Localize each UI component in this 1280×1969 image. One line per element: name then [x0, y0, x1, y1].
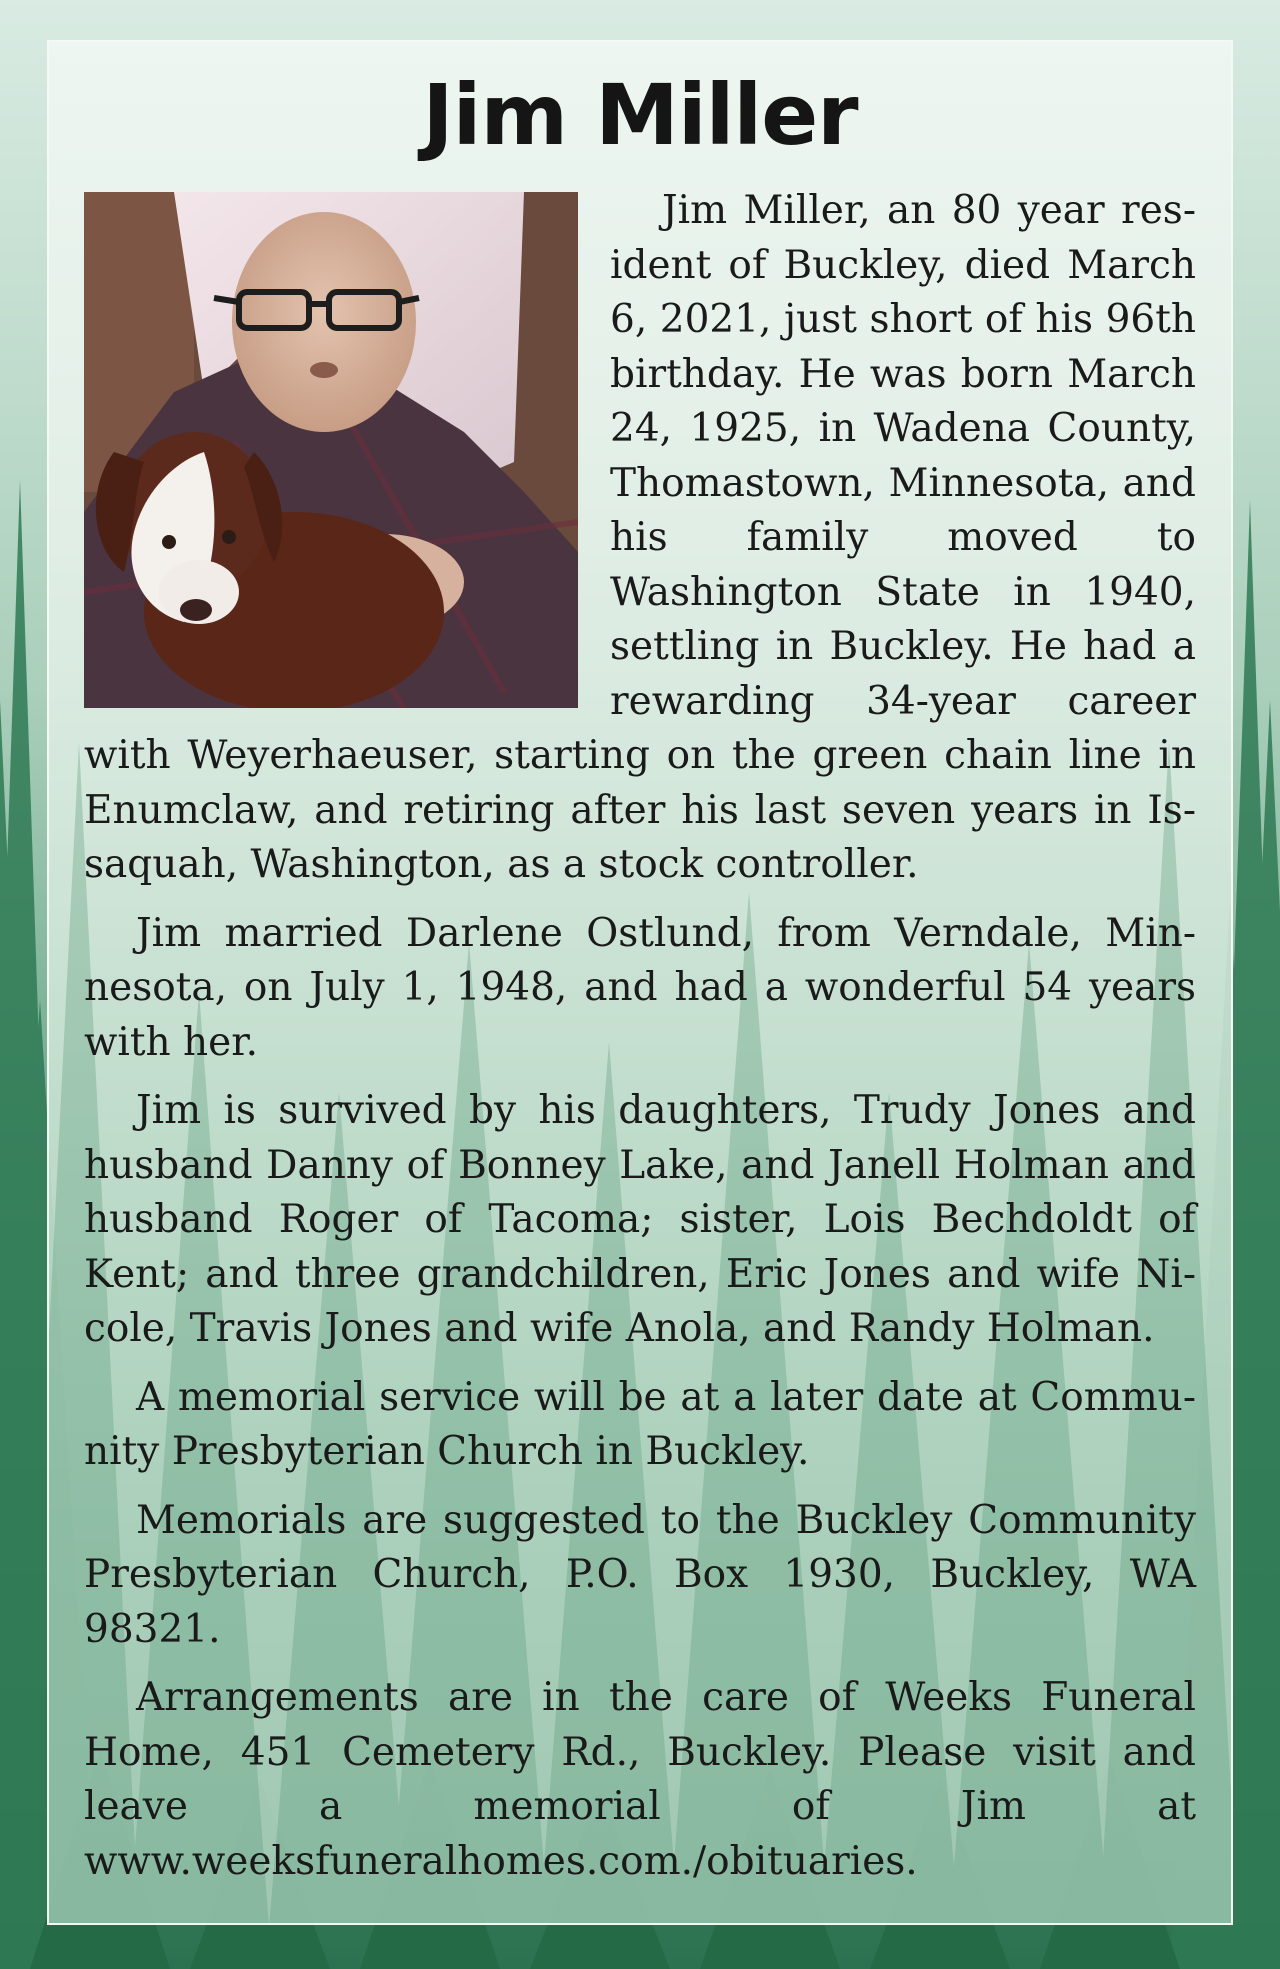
obituary-paragraph-2: Jim married Darlene Ostlund, from Verndale, Minnesota, on July 1, 1948, and had a wonderful 54 years with her.	[84, 910, 1196, 1065]
obituary-paragraph-4: A memorial service will be at a later date at Community Presbyterian Church in Buckley.	[84, 1374, 1196, 1474]
obituary-panel	[47, 40, 1233, 1925]
obituary-paragraph-1: Jim Miller, an 80 year resident of Buckley, died March 6, 2021, just short of his 96th birthday. He was born March 24, 1925, in Wadena County, Thomastown, Minnesota, and his family moved to Washington State in 1940, settling in Buckley. He had a rewarding 34-year career with Weyerhaeuser, starting on the green chain line in Enumclaw, and retiring after his last seven years in Issaquah, Washington, as a stock controller.	[84, 188, 1196, 887]
obituary-title: Jim Miller	[422, 66, 858, 164]
obituary-body	[49, 170, 1231, 1889]
obituary-paragraph-3: Jim is survived by his daughters, Trudy Jones and husband Danny of Bonney Lake, and Janell Holman and husband Roger of Tacoma; sister, Lois Bechdoldt of Kent; and three grandchildren, Eric Jones and wife Nicole, Travis Jones and wife Anola, and Randy Holman.	[84, 1088, 1196, 1351]
portrait-photo	[84, 192, 578, 708]
obituary-paragraph-6: Arrangements are in the care of Weeks Funeral Home, 451 Cemetery Rd., Buckley. Please visit and leave a memorial of Jim at www.weeksfuneralhomes.com./obituaries.	[84, 1675, 1196, 1884]
obituary-paragraph-5: Memorials are suggested to the Buckley Community Presbyterian Church, P.O. Box 1930, Buckley, WA 98321.	[84, 1497, 1196, 1652]
portrait-photo-image	[84, 192, 578, 708]
